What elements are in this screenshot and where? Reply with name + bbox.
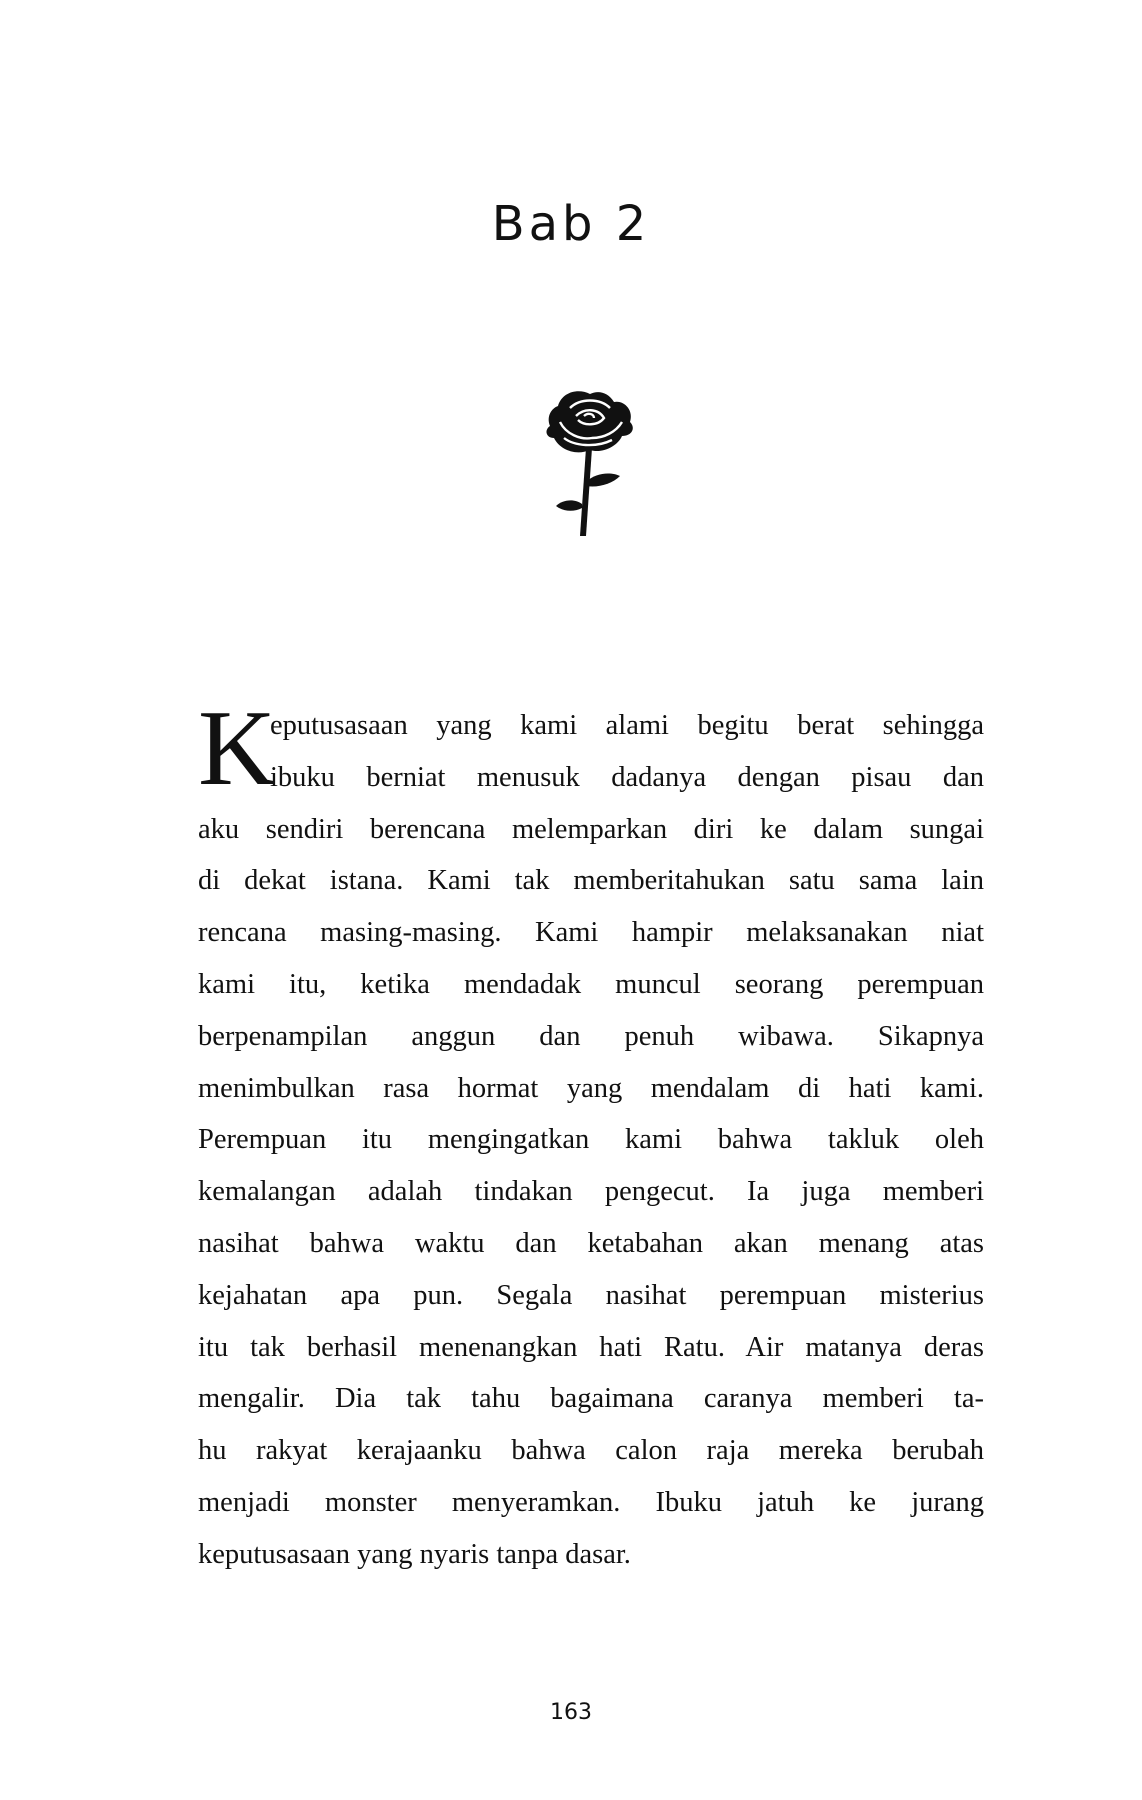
text-line: itu tak berhasil menenangkan hati Ratu. Air matanya deras (198, 1331, 984, 1363)
drop-cap: K (198, 689, 276, 808)
text-line: berpenampilan anggun dan penuh wibawa. Sikapnya (198, 1020, 984, 1052)
text-line: aku sendiri berencana melemparkan diri ke dalam sungai (198, 813, 984, 845)
text-line: kejahatan apa pun. Segala nasihat perempuan misterius (198, 1279, 984, 1311)
rose-icon (540, 386, 640, 538)
page-number: 163 (550, 1700, 592, 1725)
text-line: ibuku berniat menusuk dadanya dengan pisau dan (270, 761, 984, 793)
text-line: hu rakyat kerajaanku bahwa calon raja mereka berubah (198, 1435, 984, 1467)
text-line: mengalir. Dia tak tahu bagaimana caranya memberi ta- (198, 1383, 984, 1415)
text-line: nasihat bahwa waktu dan ketabahan akan menang atas (198, 1227, 984, 1259)
text-line: menjadi monster menyeramkan. Ibuku jatuh ke jurang (198, 1486, 984, 1518)
chapter-title: Bab 2 (491, 196, 651, 252)
text-line: menimbulkan rasa hormat yang mendalam di hati kami. (198, 1072, 984, 1104)
text-line: eputusasaan yang kami alami begitu berat sehingga (270, 710, 984, 741)
text-line: di dekat istana. Kami tak memberitahukan satu sama lain (198, 865, 984, 897)
text-line: kami itu, ketika mendadak muncul seorang perempuan (198, 968, 984, 1000)
text-line: Perempuan itu mengingatkan kami bahwa takluk oleh (198, 1124, 984, 1156)
text-line: keputusasaan yang nyaris tanpa dasar. (198, 1538, 631, 1570)
body-text (198, 689, 984, 1581)
text-line: kemalangan adalah tindakan pengecut. Ia juga memberi (198, 1176, 984, 1208)
text-line: rencana masing-masing. Kami hampir melaksanakan niat (198, 917, 984, 949)
